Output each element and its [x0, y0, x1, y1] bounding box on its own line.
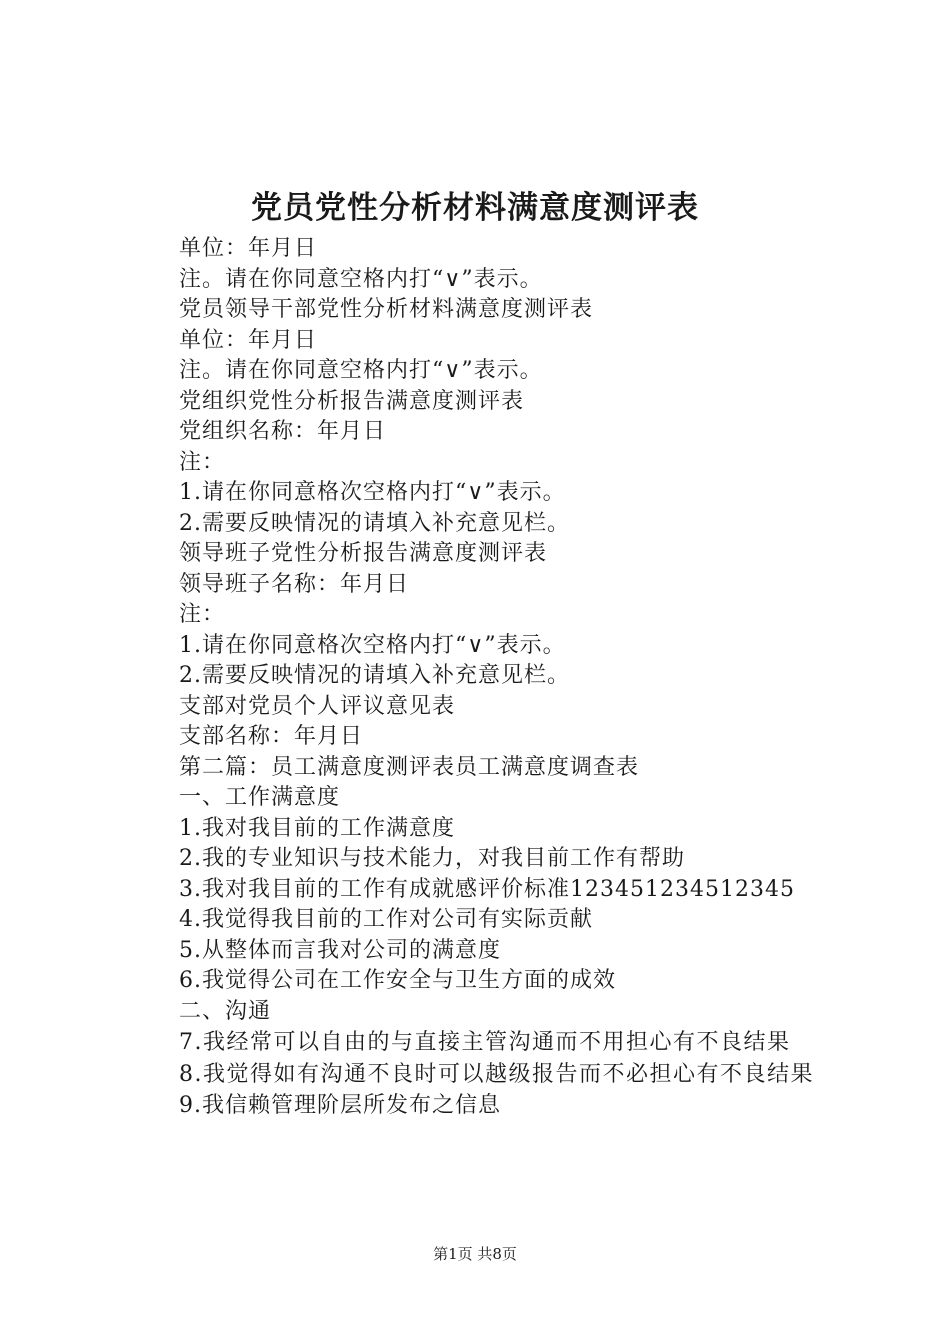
- text-line: 党组织名称：年月日: [179, 419, 387, 444]
- section-heading: 支部对党员个人评议意见表: [179, 693, 456, 719]
- survey-item: 6.我觉得公司在工作安全与卫生方面的成效: [179, 968, 616, 993]
- chapter-heading: 第二篇：员工满意度测评表员工满意度调查表: [179, 754, 640, 780]
- survey-item: 2.我的专业知识与技术能力，对我目前工作有帮助: [179, 846, 685, 871]
- section-heading: 一、工作满意度: [179, 785, 341, 810]
- note-item: 2.需要反映情况的请填入补充意见栏。: [179, 510, 570, 536]
- text-line: 支部名称：年月日: [179, 724, 364, 749]
- note-label: 注：: [179, 602, 226, 627]
- section-heading: 领导班子党性分析报告满意度测评表: [179, 541, 548, 566]
- survey-item: 8.我觉得如有沟通不良时可以越级报告而不必担心有不良结果: [179, 1062, 814, 1087]
- text-line: 注。请在你同意空格内打“∨”表示。: [179, 266, 543, 292]
- survey-item: 7.我经常可以自由的与直接主管沟通而不用担心有不良结果: [179, 1030, 791, 1055]
- section-heading: 党组织党性分析报告满意度测评表: [179, 388, 525, 414]
- section-heading: 党员领导干部党性分析材料满意度测评表: [179, 297, 594, 322]
- survey-item: 5.从整体而言我对公司的满意度: [179, 937, 501, 963]
- text-line: 单位：年月日: [179, 327, 318, 353]
- survey-item: 3.我对我目前的工作有成就感评价标准123451234512345: [179, 876, 795, 902]
- note-label: 注：: [179, 449, 226, 475]
- page-footer: 第1页 共8页: [433, 1245, 517, 1263]
- survey-item: 9.我信赖管理阶层所发布之信息: [179, 1093, 501, 1118]
- document-title: 党员党性分析材料满意度测评表: [251, 190, 699, 226]
- note-item: 1.请在你同意格次空格内打“∨”表示。: [179, 480, 566, 505]
- note-item: 2.需要反映情况的请填入补充意见栏。: [179, 663, 570, 688]
- section-heading: 二、沟通: [179, 998, 272, 1024]
- text-line: 领导班子名称：年月日: [179, 571, 410, 597]
- document-body: [130, 234, 830, 1122]
- text-line: 注。请在你同意空格内打“∨”表示。: [179, 358, 543, 383]
- note-item: 1.请在你同意格次空格内打“∨”表示。: [179, 632, 566, 658]
- text-line: 单位：年月日: [179, 236, 318, 261]
- survey-item: 1.我对我目前的工作满意度: [179, 815, 455, 841]
- survey-item: 4.我觉得我目前的工作对公司有实际贡献: [179, 907, 593, 932]
